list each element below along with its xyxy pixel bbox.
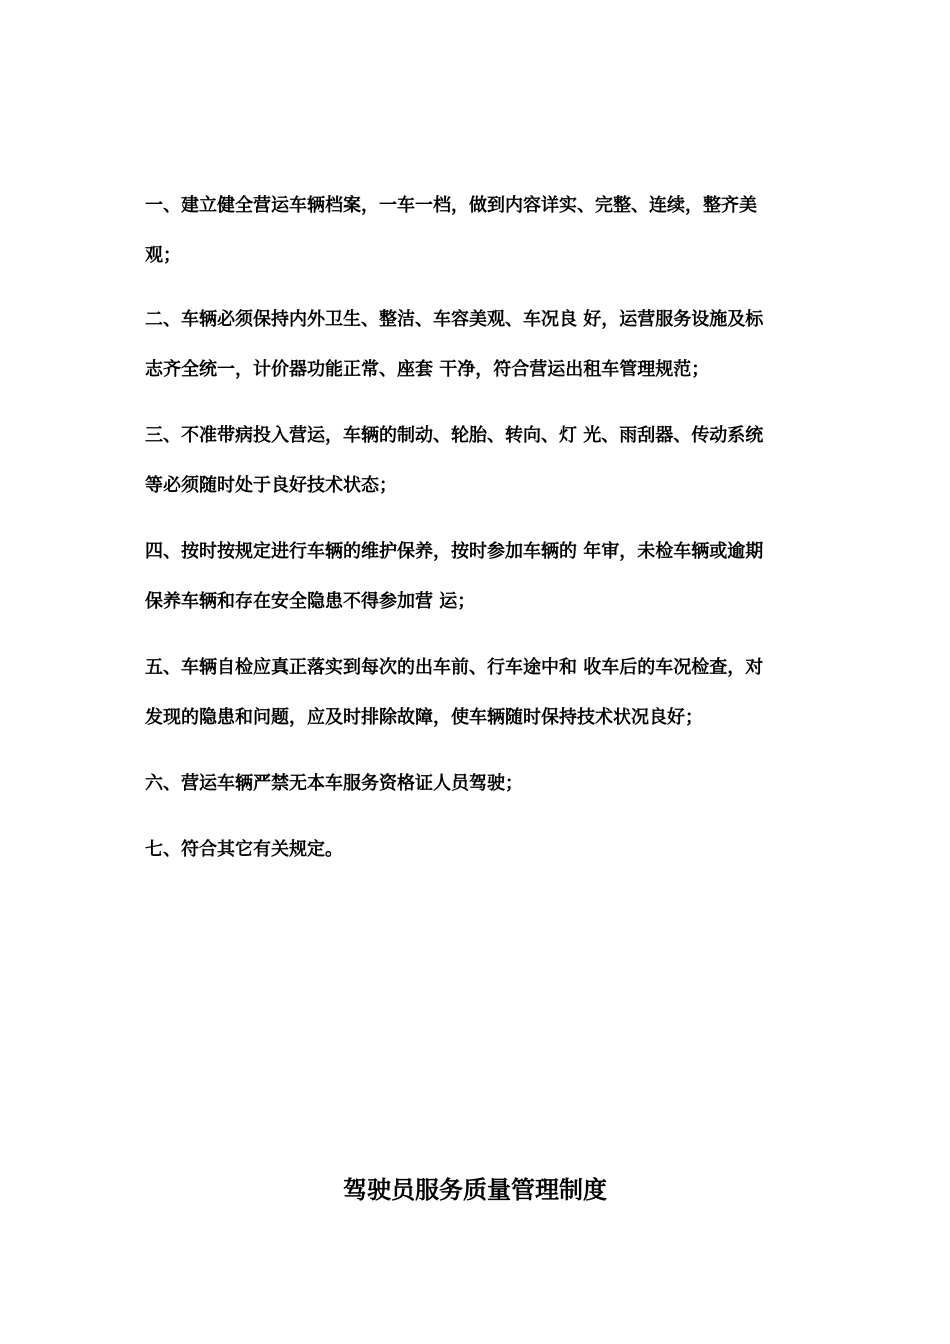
clause-4-line-1: 四、按时按规定进行车辆的维护保养，按时参加车辆的 年审，未检车辆或逾期	[145, 541, 764, 562]
clause-2-line-1: 二、车辆必须保持内外卫生、整洁、车容美观、车况良 好，运营服务设施及标	[145, 309, 764, 330]
next-section-title: 驾驶员服务质量管理制度	[343, 1176, 607, 1204]
clause-5-line-2: 发现的隐患和问题，应及时排除故障，使车辆随时保持技术状况良好；	[145, 707, 703, 728]
clause-3-line-2: 等必须随时处于良好技术状态；	[145, 475, 397, 496]
clause-1-line-1: 一、建立健全营运车辆档案，一车一档，做到内容详实、完整、连续，整齐美	[145, 195, 757, 216]
clause-6-line-1: 六、营运车辆严禁无本车服务资格证人员驾驶；	[145, 773, 523, 794]
clause-2-line-2: 志齐全统一，计价器功能正常、座套 干净，符合营运出租车管理规范；	[145, 359, 710, 380]
clause-4-line-2: 保养车辆和存在安全隐患不得参加营 运；	[145, 591, 476, 612]
clause-7-line-1: 七、符合其它有关规定。	[145, 839, 343, 860]
clause-5-line-1: 五、车辆自检应真正落实到每次的出车前、行车途中和 收车后的车况检查，对	[145, 657, 764, 678]
clause-1-line-2: 观；	[145, 245, 181, 266]
clause-3-line-1: 三、不准带病投入营运，车辆的制动、轮胎、转向、灯 光、雨刮器、传动系统	[145, 425, 764, 446]
